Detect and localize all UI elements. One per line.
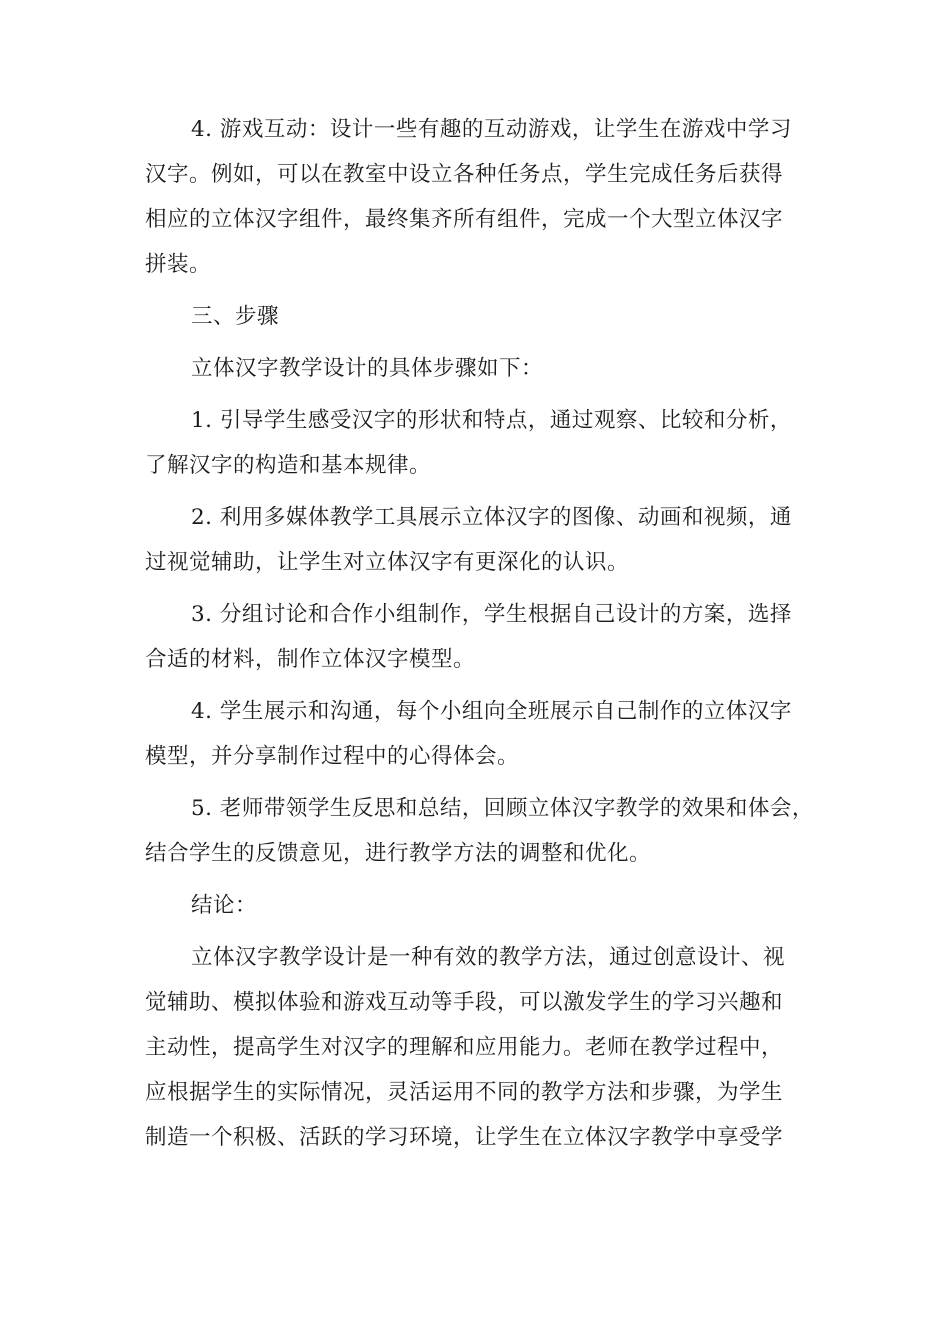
- paragraph-line: 立体汉字教学设计是一种有效的教学方法，通过创意设计、视: [191, 945, 786, 970]
- section-heading: 结论：: [191, 893, 258, 918]
- paragraph-line: 觉辅助、模拟体验和游戏互动等手段，可以激发学生的学习兴趣和: [145, 990, 784, 1015]
- paragraph-line: 立体汉字教学设计的具体步骤如下：: [191, 356, 544, 381]
- list-item-line: 4. 学生展示和沟通，每个小组向全班展示自己制作的立体汉字: [191, 699, 792, 724]
- list-item-line: 5. 老师带领学生反思和总结，回顾立体汉字教学的效果和体会，: [191, 796, 814, 821]
- section-heading: 三、步骤: [191, 304, 280, 329]
- paragraph-line: 汉字。例如，可以在教室中设立各种任务点，学生完成任务后获得: [145, 162, 784, 187]
- list-item-line: 过视觉辅助，让学生对立体汉字有更深化的认识。: [145, 550, 630, 575]
- paragraph-line: 应根据学生的实际情况，灵活运用不同的教学方法和步骤，为学生: [145, 1080, 784, 1105]
- paragraph-line: 拼装。: [145, 252, 212, 277]
- paragraph-line: 制造一个积极、活跃的学习环境，让学生在立体汉字教学中享受学: [145, 1125, 784, 1150]
- paragraph-line: 相应的立体汉字组件，最终集齐所有组件，完成一个大型立体汉字: [145, 207, 784, 232]
- paragraph-line: 4. 游戏互动：设计一些有趣的互动游戏，让学生在游戏中学习: [191, 117, 792, 142]
- paragraph-line: 主动性，提高学生对汉字的理解和应用能力。老师在教学过程中，: [145, 1035, 784, 1060]
- list-item-line: 结合学生的反馈意见，进行教学方法的调整和优化。: [145, 841, 652, 866]
- list-item-line: 模型，并分享制作过程中的心得体会。: [145, 744, 520, 769]
- list-item-line: 3. 分组讨论和合作小组制作，学生根据自己设计的方案，选择: [191, 602, 792, 627]
- list-item-line: 1. 引导学生感受汉字的形状和特点，通过观察、比较和分析，: [191, 408, 792, 433]
- list-item-line: 了解汉字的构造和基本规律。: [145, 453, 432, 478]
- list-item-line: 合适的材料，制作立体汉字模型。: [145, 647, 476, 672]
- list-item-line: 2. 利用多媒体教学工具展示立体汉字的图像、动画和视频，通: [191, 505, 792, 530]
